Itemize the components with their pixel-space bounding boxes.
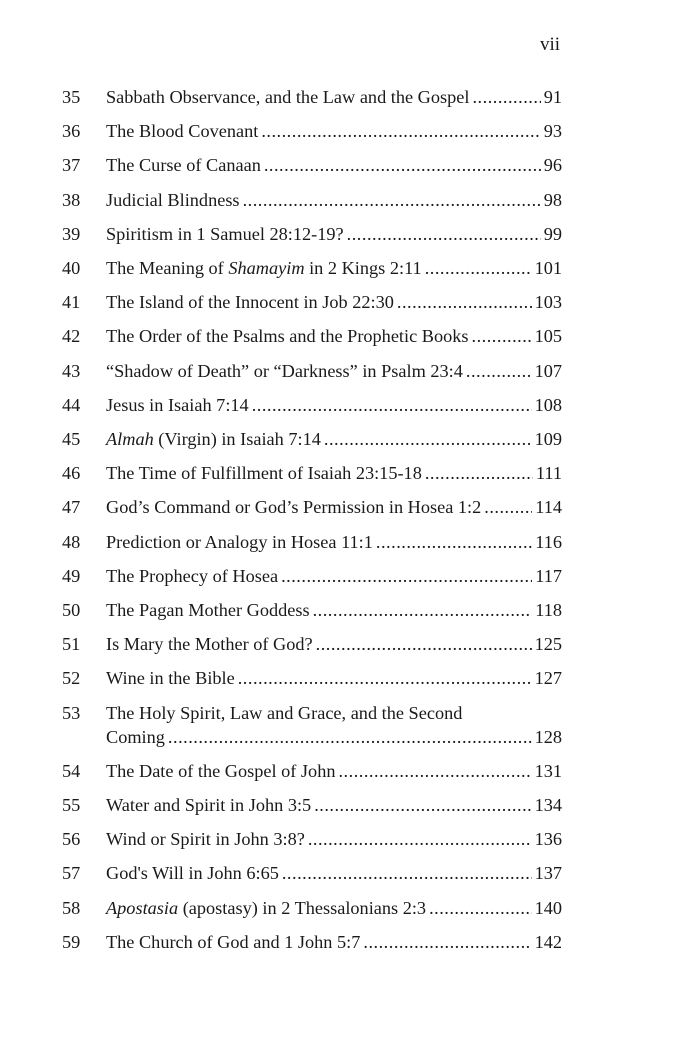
title-text: The Island of the Innocent in Job 22:30 bbox=[106, 292, 394, 313]
page-number: 117 bbox=[535, 565, 562, 586]
title-text: (Virgin) in Isaiah 7:14 bbox=[153, 429, 321, 449]
chapter-title bbox=[106, 725, 165, 749]
italic-term: Shamayim bbox=[228, 258, 305, 278]
chapter-number: 47 bbox=[62, 497, 81, 518]
page-number: 107 bbox=[534, 360, 562, 381]
toc-entry[interactable] bbox=[62, 598, 562, 622]
toc-entry[interactable] bbox=[62, 530, 562, 554]
page-number: 127 bbox=[534, 668, 562, 689]
chapter-title bbox=[106, 793, 311, 817]
toc-entry[interactable] bbox=[62, 427, 562, 451]
toc-entry[interactable] bbox=[62, 495, 562, 519]
chapter-number: 51 bbox=[62, 634, 81, 655]
title-text: The Meaning of bbox=[106, 258, 229, 278]
page-number: 91 bbox=[543, 87, 562, 107]
dot-leader bbox=[425, 461, 533, 485]
chapter-title bbox=[106, 632, 313, 656]
title-text: Jesus in Isaiah 7:14 bbox=[106, 394, 249, 415]
toc-entry[interactable] bbox=[62, 666, 562, 690]
page-number: 111 bbox=[535, 463, 562, 484]
dot-leader bbox=[316, 632, 532, 656]
chapter-title bbox=[106, 427, 321, 451]
dot-leader bbox=[252, 393, 532, 417]
chapter-number: 38 bbox=[62, 189, 81, 210]
dot-leader bbox=[347, 222, 541, 246]
chapter-number: 41 bbox=[62, 292, 81, 313]
dot-leader bbox=[376, 530, 532, 554]
dot-leader bbox=[397, 290, 532, 314]
toc-entry[interactable] bbox=[62, 85, 562, 109]
page-number: 140 bbox=[534, 897, 562, 918]
chapter-number: 43 bbox=[62, 360, 81, 381]
dot-leader bbox=[466, 359, 532, 383]
title-text: in 2 Kings 2:11 bbox=[304, 258, 422, 278]
chapter-number: 46 bbox=[62, 463, 81, 484]
page-number: 96 bbox=[543, 155, 562, 176]
chapter-title bbox=[106, 188, 240, 212]
toc-entry[interactable] bbox=[62, 701, 562, 747]
chapter-title bbox=[106, 290, 394, 314]
chapter-title bbox=[106, 930, 360, 954]
chapter-title-line1: The Holy Spirit, Law and Grace, and the Second bbox=[106, 702, 463, 723]
title-text: God's Will in John 6:65 bbox=[106, 863, 279, 884]
toc-entry[interactable] bbox=[62, 759, 562, 783]
chapter-number: 49 bbox=[62, 565, 81, 586]
chapter-number: 55 bbox=[62, 795, 81, 815]
title-text: God’s Command or God’s Permission in Hosea 1:2 bbox=[106, 497, 482, 518]
page-number: 125 bbox=[534, 634, 562, 655]
dot-leader bbox=[363, 930, 531, 954]
toc-entry[interactable] bbox=[62, 188, 562, 212]
toc-entry[interactable] bbox=[62, 359, 562, 383]
dot-leader bbox=[314, 793, 531, 817]
chapter-number: 50 bbox=[62, 600, 81, 620]
chapter-title bbox=[106, 666, 235, 690]
toc-entry[interactable] bbox=[62, 290, 562, 314]
title-text: Spiritism in 1 Samuel 28:12-19? bbox=[106, 223, 344, 244]
dot-leader bbox=[282, 861, 532, 885]
dot-leader bbox=[238, 666, 532, 690]
toc-entry[interactable] bbox=[62, 564, 562, 588]
page-number: 101 bbox=[534, 258, 562, 278]
page-number: 109 bbox=[534, 429, 562, 449]
toc-entry[interactable] bbox=[62, 256, 562, 280]
chapter-title bbox=[106, 564, 278, 588]
toc-entry[interactable] bbox=[62, 793, 562, 817]
page-number: 105 bbox=[534, 326, 562, 347]
page-number: 137 bbox=[534, 863, 562, 884]
italic-term: Almah bbox=[106, 429, 154, 449]
toc-entry[interactable] bbox=[62, 393, 562, 417]
title-text: The Date of the Gospel of John bbox=[106, 760, 336, 781]
toc-entry[interactable] bbox=[62, 896, 562, 920]
chapter-number: 58 bbox=[62, 897, 81, 918]
page-number: 136 bbox=[534, 829, 562, 850]
chapter-title bbox=[106, 85, 469, 109]
dot-leader bbox=[338, 759, 531, 783]
page-number: 108 bbox=[534, 394, 562, 415]
chapter-number: 59 bbox=[62, 931, 81, 952]
toc-entry[interactable] bbox=[62, 827, 562, 851]
dot-leader bbox=[264, 153, 541, 177]
dot-leader bbox=[472, 324, 532, 348]
chapter-title bbox=[106, 896, 426, 920]
chapter-number: 52 bbox=[62, 668, 81, 689]
dot-leader bbox=[313, 598, 533, 622]
title-text: The Pagan Mother Goddess bbox=[106, 600, 310, 620]
dot-leader bbox=[429, 896, 532, 920]
title-text: Sabbath Observance, and the Law and the Gospel bbox=[106, 87, 470, 107]
chapter-title bbox=[106, 256, 422, 280]
page-number: 114 bbox=[535, 497, 562, 518]
page-number: 142 bbox=[534, 931, 562, 952]
page-number: 128 bbox=[534, 726, 562, 747]
title-text: The Prophecy of Hosea bbox=[106, 565, 279, 586]
chapter-number: 45 bbox=[62, 429, 81, 449]
chapter-title bbox=[106, 461, 422, 485]
dot-leader bbox=[281, 564, 532, 588]
title-text: The Order of the Psalms and the Prophetic Books bbox=[106, 326, 469, 347]
title-text: The Church of God and 1 John 5:7 bbox=[106, 931, 361, 952]
page-number-folio: vii bbox=[539, 34, 560, 55]
title-text: Coming bbox=[106, 726, 165, 747]
page-number: 99 bbox=[543, 223, 562, 244]
chapter-number: 54 bbox=[62, 760, 81, 781]
dot-leader bbox=[472, 85, 540, 109]
chapter-title bbox=[106, 827, 305, 851]
chapter-title bbox=[106, 393, 249, 417]
title-text: Water and Spirit in John 3:5 bbox=[106, 795, 312, 815]
toc-entry[interactable] bbox=[62, 222, 562, 246]
chapter-title bbox=[106, 222, 344, 246]
title-text: The Time of Fulfillment of Isaiah 23:15-18 bbox=[106, 463, 422, 484]
chapter-number: 48 bbox=[62, 531, 81, 552]
page-number: 98 bbox=[543, 189, 562, 210]
chapter-number: 56 bbox=[62, 829, 81, 850]
chapter-number: 44 bbox=[62, 394, 81, 415]
title-text: “Shadow of Death” or “Darkness” in Psalm 23:4 bbox=[106, 360, 463, 381]
toc-entry[interactable] bbox=[62, 632, 562, 656]
title-text: (apostasy) in 2 Thessalonians 2:3 bbox=[178, 897, 427, 918]
page-number: 93 bbox=[543, 121, 562, 142]
toc-entry[interactable] bbox=[62, 930, 562, 954]
dot-leader bbox=[308, 827, 532, 851]
toc-entry[interactable] bbox=[62, 861, 562, 885]
page-number: 116 bbox=[535, 531, 562, 552]
title-text: The Blood Covenant bbox=[106, 121, 259, 142]
dot-leader bbox=[243, 188, 541, 212]
toc-entry[interactable] bbox=[62, 119, 562, 143]
title-text: Judicial Blindness bbox=[106, 189, 240, 210]
chapter-title bbox=[106, 861, 279, 885]
chapter-number: 35 bbox=[62, 87, 81, 107]
chapter-title bbox=[106, 495, 481, 519]
page-number: 134 bbox=[534, 795, 562, 815]
dot-leader bbox=[484, 495, 532, 519]
chapter-title bbox=[106, 119, 258, 143]
chapter-number: 37 bbox=[62, 155, 81, 176]
toc-entry[interactable] bbox=[62, 153, 562, 177]
title-text: Prediction or Analogy in Hosea 11:1 bbox=[106, 531, 373, 552]
dot-leader bbox=[261, 119, 540, 143]
chapter-number: 42 bbox=[62, 326, 81, 347]
chapter-title bbox=[106, 598, 310, 622]
chapter-title bbox=[106, 359, 463, 383]
dot-leader bbox=[324, 427, 532, 451]
italic-term: Apostasia bbox=[106, 897, 179, 918]
chapter-title bbox=[106, 759, 335, 783]
dot-leader bbox=[168, 725, 532, 749]
chapter-title bbox=[106, 530, 373, 554]
chapter-title bbox=[106, 153, 261, 177]
dot-leader bbox=[425, 256, 532, 280]
toc-entry[interactable] bbox=[62, 324, 562, 348]
page-number: 131 bbox=[534, 760, 562, 781]
toc-entry[interactable] bbox=[62, 461, 562, 485]
chapter-number: 36 bbox=[62, 121, 81, 142]
chapter-number: 39 bbox=[62, 223, 81, 244]
title-text: The Curse of Canaan bbox=[106, 155, 261, 176]
chapter-number: 53 bbox=[62, 702, 81, 723]
page-number: 118 bbox=[535, 600, 562, 620]
title-text: Wine in the Bible bbox=[106, 668, 235, 689]
title-text: Is Mary the Mother of God? bbox=[106, 634, 313, 655]
chapter-number: 57 bbox=[62, 863, 81, 884]
title-text: Wind or Spirit in John 3:8? bbox=[106, 829, 305, 850]
page-number: 103 bbox=[534, 292, 562, 313]
chapter-title bbox=[106, 324, 469, 348]
chapter-number: 40 bbox=[62, 258, 81, 278]
